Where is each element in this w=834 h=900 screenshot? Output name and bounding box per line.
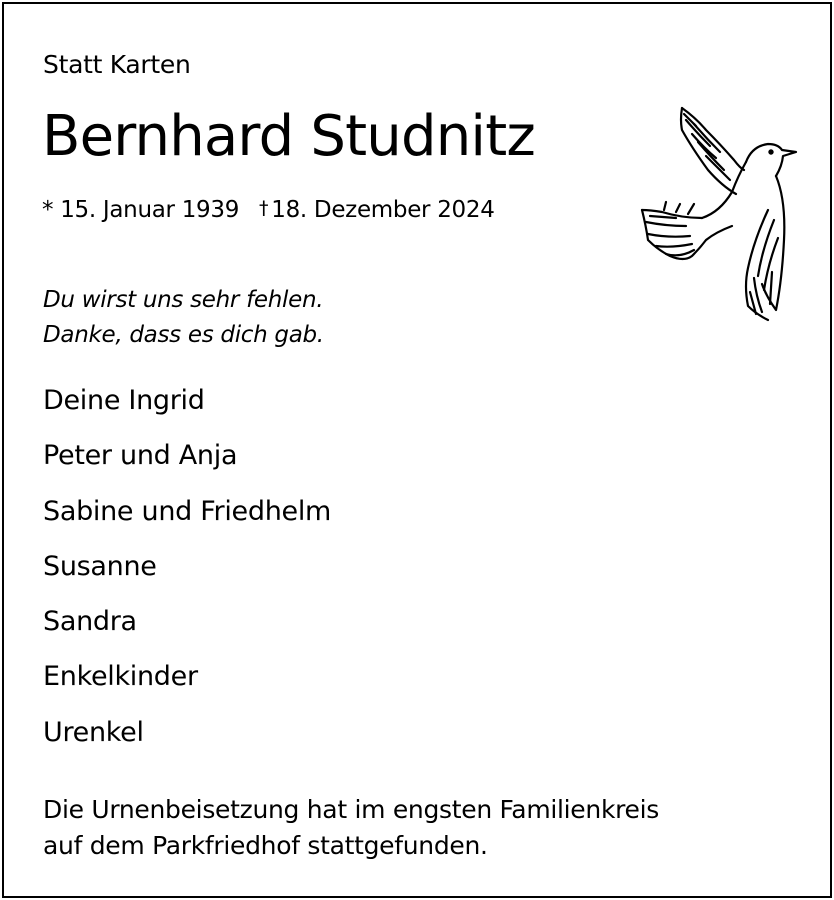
mourner-name: Deine Ingrid	[43, 385, 205, 416]
mourner-name: Susanne	[43, 551, 157, 582]
death-cross-icon: †	[259, 197, 269, 219]
deceased-name: Bernhard Studnitz	[42, 104, 535, 169]
obituary-notice	[2, 2, 832, 898]
dove-icon	[636, 100, 802, 326]
life-dates	[42, 197, 495, 223]
birth-date: * 15. Januar 1939	[42, 197, 240, 223]
mourner-name: Urenkel	[43, 717, 144, 748]
quote-line-2: Danke, dass es dich gab.	[43, 322, 324, 348]
mourner-name: Enkelkinder	[43, 661, 198, 692]
closing-line-1: Die Urnenbeisetzung hat im engsten Familienkreis	[43, 795, 659, 824]
mourner-name: Peter und Anja	[43, 440, 238, 471]
statt-karten-label: Statt Karten	[43, 50, 191, 79]
mourner-name: Sandra	[43, 606, 137, 637]
quote-line-1: Du wirst uns sehr fehlen.	[43, 287, 324, 313]
death-date: 18. Dezember 2024	[271, 197, 495, 223]
mourner-name: Sabine und Friedhelm	[43, 496, 332, 527]
closing-line-2: auf dem Parkfriedhof stattgefunden.	[43, 831, 488, 860]
